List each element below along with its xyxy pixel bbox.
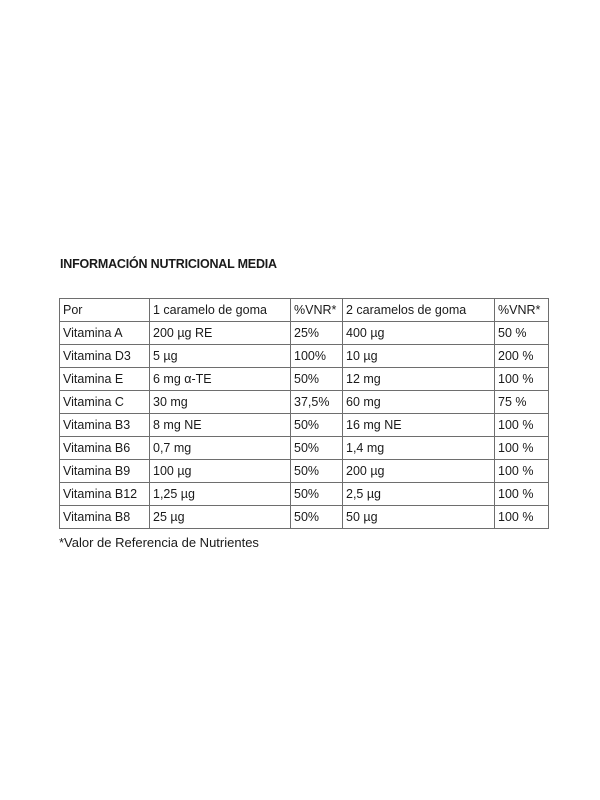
table-row [60, 345, 549, 368]
table-cell: 2,5 µg [343, 483, 495, 506]
table-row [60, 322, 549, 345]
table-cell: 50 % [495, 322, 549, 345]
table-cell: 50% [291, 506, 343, 529]
table-cell: 50% [291, 368, 343, 391]
table-row [60, 368, 549, 391]
table-cell: 100 % [495, 460, 549, 483]
table-cell: Vitamina C [60, 391, 150, 414]
table-cell: Vitamina A [60, 322, 150, 345]
table-cell: 6 mg α-TE [150, 368, 291, 391]
nutrition-table [59, 298, 549, 529]
table-cell: 50% [291, 460, 343, 483]
table-cell: 5 µg [150, 345, 291, 368]
table-cell: 75 % [495, 391, 549, 414]
table-header-row [60, 299, 549, 322]
table-cell: Vitamina B8 [60, 506, 150, 529]
table-cell: 100 % [495, 506, 549, 529]
table-cell: 0,7 mg [150, 437, 291, 460]
table-cell: Vitamina B9 [60, 460, 150, 483]
table-row [60, 483, 549, 506]
table-cell: 50% [291, 437, 343, 460]
table-cell: 100 % [495, 437, 549, 460]
table-cell: 25 µg [150, 506, 291, 529]
table-cell: 1,25 µg [150, 483, 291, 506]
table-cell: Vitamina B12 [60, 483, 150, 506]
table-row [60, 414, 549, 437]
table-cell: 200 µg [343, 460, 495, 483]
table-cell: 200 % [495, 345, 549, 368]
header-cell: Por [60, 299, 150, 322]
header-cell: %VNR* [291, 299, 343, 322]
table-cell: 400 µg [343, 322, 495, 345]
header-cell: 2 caramelos de goma [343, 299, 495, 322]
table-cell: 50 µg [343, 506, 495, 529]
table-cell: 100 % [495, 483, 549, 506]
table-cell: 30 mg [150, 391, 291, 414]
table-cell: 200 µg RE [150, 322, 291, 345]
table-cell: 100% [291, 345, 343, 368]
footnote: *Valor de Referencia de Nutrientes [59, 535, 259, 550]
table-cell: Vitamina D3 [60, 345, 150, 368]
table-cell: 100 % [495, 414, 549, 437]
table-cell: 16 mg NE [343, 414, 495, 437]
table-cell: 37,5% [291, 391, 343, 414]
table-cell: Vitamina B6 [60, 437, 150, 460]
table-cell: 100 % [495, 368, 549, 391]
table-cell: 10 µg [343, 345, 495, 368]
page-title: INFORMACIÓN NUTRICIONAL MEDIA [60, 257, 277, 271]
table-row [60, 391, 549, 414]
table-cell: 12 mg [343, 368, 495, 391]
table-cell: 60 mg [343, 391, 495, 414]
table-cell: 1,4 mg [343, 437, 495, 460]
table-row [60, 506, 549, 529]
table-row [60, 460, 549, 483]
table-cell: 25% [291, 322, 343, 345]
table-cell: 100 µg [150, 460, 291, 483]
table-cell: 50% [291, 483, 343, 506]
header-cell: %VNR* [495, 299, 549, 322]
table-cell: Vitamina E [60, 368, 150, 391]
table-cell: 50% [291, 414, 343, 437]
header-cell: 1 caramelo de goma [150, 299, 291, 322]
table-cell: Vitamina B3 [60, 414, 150, 437]
table-cell: 8 mg NE [150, 414, 291, 437]
table-row [60, 437, 549, 460]
